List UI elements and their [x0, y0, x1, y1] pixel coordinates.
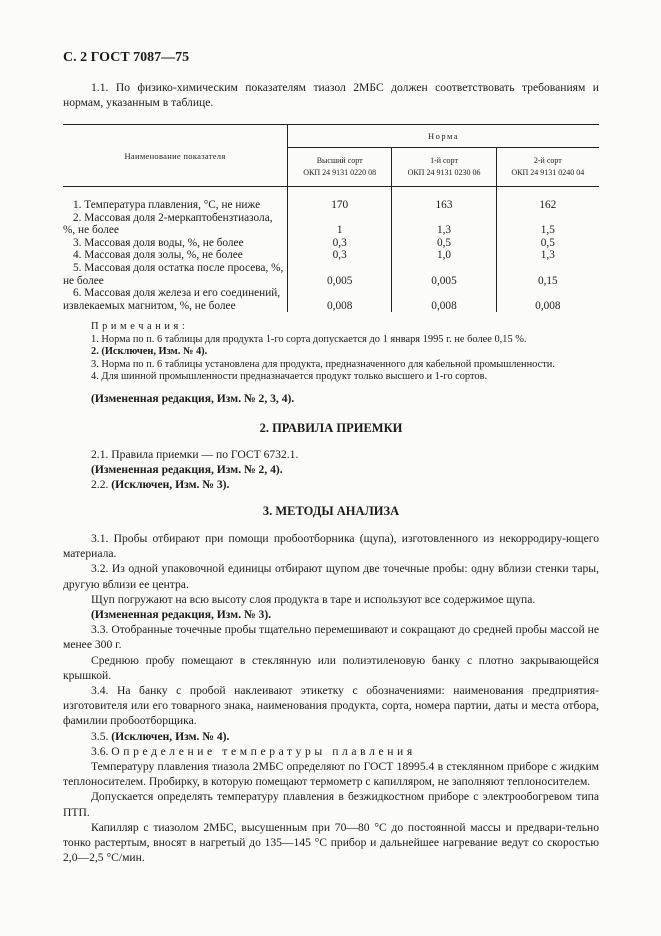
row-value: 0,005: [326, 274, 353, 287]
row-value: 1,3: [392, 212, 496, 237]
paragraph: 3.3. Отобранные точечные пробы тщательно перемешивают и сокращают до средней пробы массой не менее 300 г.: [63, 623, 599, 652]
row-label: 5. Массовая доля остатка после просева, %,: [73, 261, 284, 274]
col-header-grade: 1-й сорт ОКП 24 9131 0230 06: [392, 148, 496, 187]
intro-text: 1.1. По физико-химическим показателям тиазол 2МБС должен соответствовать требованиям и нормам, указанным в таблице.: [63, 81, 599, 110]
table-row: [63, 249, 599, 262]
row-label-cont: извлекаемых магнитом, %, не более: [63, 299, 236, 312]
table-row: [63, 237, 599, 250]
paragraph: Температуру плавления тиазола 2МБС определяют по ГОСТ 18995.4 в стеклянном приборе с жидким теплоносителем. Пробирку, в которую помещают термометр с капилляром, не заполняют теплоносителем.: [63, 760, 599, 789]
table-row: [63, 212, 599, 237]
row-value: 0,005: [392, 262, 496, 287]
notes-edition: (Измененная редакция, Изм. № 2, 3, 4).: [91, 392, 295, 405]
row-label: 2. Массовая доля 2-меркаптобензтиазола,: [73, 211, 273, 224]
row-value: 0,3: [332, 236, 347, 249]
section-3-title: 3. МЕТОДЫ АНАЛИЗА: [262, 504, 400, 518]
row-label-cont: не более: [63, 274, 104, 287]
row-value: 0,15: [537, 274, 558, 287]
section-2-title: 2. ПРАВИЛА ПРИЕМКИ: [259, 421, 403, 435]
row-value: 162: [539, 199, 557, 211]
row-label-cont: %, не более: [63, 224, 119, 237]
table-row: [63, 187, 599, 212]
intro-paragraph: [63, 80, 599, 110]
paragraph: 3.2. Из одной упаковочной единицы отбирают щупом две точечные пробы: одну вблизи стенки тары, другую вблизи ее центра.: [63, 562, 599, 591]
table-row: [63, 287, 599, 312]
paragraph: 3.1. Пробы отбирают при помощи пробоотборника (щупа), изготовленного из некорродиру-ющего материала.: [63, 532, 599, 561]
paragraph: Допускается определять температуру плавления в безжидкостном приборе с электрообогревом типа ПТП.: [63, 790, 599, 819]
note-item: 2. (Исключен, Изм. № 4).: [91, 346, 208, 357]
paragraph: 3.6. Определение температуры плавления: [91, 744, 416, 758]
row-value: 1: [336, 224, 343, 237]
row-value: 0,5: [392, 237, 496, 250]
row-label: 1. Температура плавления, °С, не ниже: [73, 199, 261, 211]
table-notes: [63, 321, 599, 384]
row-value: 0,3: [332, 249, 347, 262]
col-header-grade: Высший сорт ОКП 24 9131 0220 08: [288, 148, 392, 187]
row-value: 0,008: [326, 299, 353, 312]
paragraph: 2.1. Правила приемки — по ГОСТ 6732.1.: [91, 448, 299, 461]
section-2-body: [63, 447, 599, 493]
row-value: 0,008: [535, 299, 561, 312]
row-value: 0,008: [392, 287, 496, 312]
notes-title: Примечания:: [91, 321, 189, 332]
note-item: 1. Норма по п. 6 таблицы для продукта 1-го сорта допускается до 1 января 1995 г. не более 0,15 %.: [91, 333, 527, 345]
row-value: 0,5: [540, 236, 555, 249]
note-item: 3. Норма по п. 6 таблицы установлена для продукта, предназначенного для кабельной промышленности.: [91, 358, 555, 370]
row-value: 163: [392, 187, 496, 212]
col-header-name: Наименование показателя: [63, 125, 288, 187]
norms-table: [63, 124, 599, 312]
section-3-body: [63, 531, 599, 865]
paragraph: 3.5. (Исключен, Изм. № 4).: [91, 729, 230, 743]
paragraph: Капилляр с тиазолом 2МБС, высушенным при 70—80 °С до постоянной массы и предвари-тельно тонко растертым, вносят в нагретый до 135—145 °С прибор и дальнейшее нагревание ведут со скоростью 2,0—2,5 °С/мин.: [63, 820, 599, 865]
paragraph: 2.2. (Исключен, Изм. № 3).: [91, 478, 230, 492]
note-item: 4. Для шинной промышленности предназначается продукт только высшего и 1-го сортов.: [91, 371, 488, 382]
paragraph: 3.4. На банку с пробой наклеивают этикетку с обозначениями: наименования предприятия-изготовителя или его товарного знака, наименования продукта, сорта, номера партии, даты и места отбора, фамилии пробоотборщика.: [63, 684, 599, 728]
paragraph: (Измененная редакция, Изм. № 2, 4).: [91, 463, 283, 477]
page-header: С. 2 ГОСТ 7087—75: [63, 50, 190, 65]
row-value: 1,0: [392, 249, 496, 262]
row-value: 1,3: [540, 249, 555, 262]
paragraph: Щуп погружают на всю высоту слоя продукта в таре и используют все содержимое щупа.: [91, 592, 536, 606]
col-header-grade: 2-й сорт ОКП 24 9131 0240 04: [496, 148, 599, 187]
paragraph: Среднюю пробу помещают в стеклянную или полиэтиленовую банку с плотно закрывающейся крышкой.: [63, 653, 599, 682]
row-label: 4. Массовая доля золы, %, не более: [73, 249, 243, 262]
row-label: 3. Массовая доля воды, %, не более: [73, 236, 244, 249]
row-value: 170: [331, 199, 349, 211]
paragraph: (Измененная редакция, Изм. № 3).: [91, 608, 272, 622]
table-row: [63, 262, 599, 287]
col-header-norm: Норма: [288, 125, 599, 148]
row-label: 6. Массовая доля железа и его соединений,: [73, 287, 281, 300]
row-value: 1,5: [540, 224, 555, 237]
